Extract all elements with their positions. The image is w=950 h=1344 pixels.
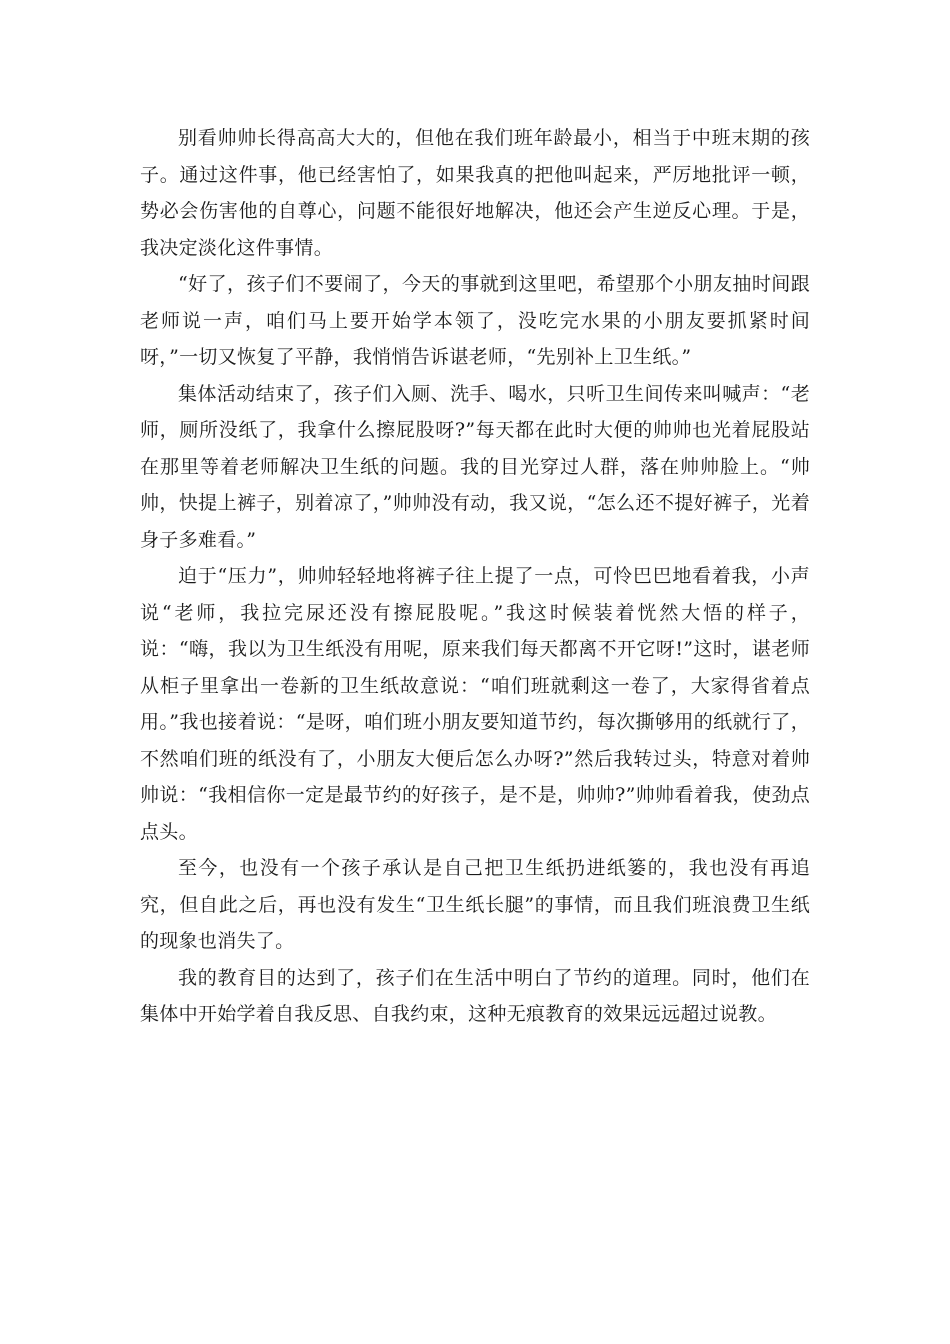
paragraph-1: 别看帅帅长得高高大大的，但他在我们班年龄最小，相当于中班末期的孩子。通过这件事，他已经害怕了，如果我真的把他叫起来，严厉地批评一顿，势必会伤害他的自尊心，问题不能很好地解决，他还会产生逆反心理。于是，我决定淡化这件事情。 (140, 127, 810, 259)
paragraph-6: 我的教育目的达到了，孩子们在生活中明白了节约的道理。同时，他们在集体中开始学着自我反思、自我约束，这种无痕教育的效果远远超过说教。 (140, 966, 810, 1025)
paragraph-5: 至今，也没有一个孩子承认是自己把卫生纸扔进纸篓的，我也没有再追究，但自此之后，再也没有发生“卫生纸长腿”的事情，而且我们班浪费卫生纸的现象也消失了。 (140, 857, 810, 952)
paragraph-4: 迫于“压力”，帅帅轻轻地将裤子往上提了一点，可怜巴巴地看着我，小声说“老师，我拉完尿还没有擦屁股呢。”我这时候装着恍然大悟的样子，说：“嗨，我以为卫生纸没有用呢，原来我们每天都离不开它呀!”这时，谌老师从柜子里拿出一卷新的卫生纸故意说：“咱们班就剩这一卷了，大家得省着点用。”我也接着说：“是呀，咱们班小朋友要知道节约，每次撕够用的纸就行了，不然咱们班的纸没有了，小朋友大便后怎么办呀?”然后我转过头，特意对着帅帅说：“我相信你一定是最节约的好孩子，是不是，帅帅?”帅帅看着我，使劲点点头。 (140, 565, 810, 843)
paragraph-2: “好了，孩子们不要闹了，今天的事就到这里吧，希望那个小朋友抽时间跟老师说一声，咱们马上要开始学本领了，没吃完水果的小朋友要抓紧时间呀，”一切又恢复了平静，我悄悄告诉谌老师，“先别补上卫生纸。” (140, 273, 810, 368)
document-body (140, 120, 810, 1033)
paragraph-3: 集体活动结束了，孩子们入厕、洗手、喝水，只听卫生间传来叫喊声：“老师，厕所没纸了，我拿什么擦屁股呀?”每天都在此时大便的帅帅也光着屁股站在那里等着老师解决卫生纸的问题。我的目光穿过人群，落在帅帅脸上。“帅帅，快提上裤子，别着凉了，”帅帅没有动，我又说，“怎么还不提好裤子，光着身子多难看。” (140, 382, 810, 551)
